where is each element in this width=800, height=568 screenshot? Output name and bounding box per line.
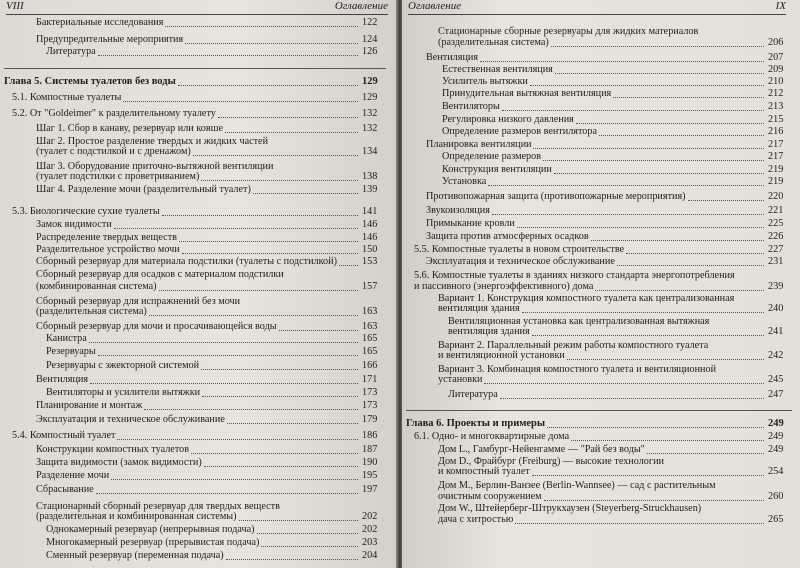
toc-leader-dots bbox=[571, 440, 764, 441]
toc-leader-dots bbox=[185, 43, 358, 44]
toc-leader-dots bbox=[515, 523, 764, 524]
toc-entry-page-number: 204 bbox=[362, 550, 378, 561]
toc-entry-title: Определение размеров вентилятора bbox=[442, 126, 598, 137]
toc-entry-title: Сборный резервуар для испражнений без мочи bbox=[36, 296, 241, 307]
right-toc-entry bbox=[426, 52, 478, 63]
left-toc-entry bbox=[36, 232, 177, 243]
toc-entry-page-number: 216 bbox=[768, 126, 784, 137]
toc-leader-dots bbox=[204, 466, 358, 467]
toc-entry-title: Эксплуатация и техническое обслуживание bbox=[426, 256, 615, 267]
right-toc-entry bbox=[438, 303, 520, 314]
toc-entry-title: Установка bbox=[442, 176, 487, 187]
right-toc-entry bbox=[442, 101, 500, 112]
toc-leader-dots bbox=[227, 423, 358, 424]
toc-leader-dots bbox=[159, 290, 358, 291]
toc-leader-dots bbox=[688, 200, 764, 201]
toc-entry-title: 6.1. Одно- и многоквартирные дома bbox=[414, 431, 570, 442]
toc-entry-page-number: 122 bbox=[362, 17, 378, 28]
toc-entry-title: Предупредительные мероприятия bbox=[36, 34, 184, 45]
toc-entry-title: (туалет с подстилкой и с дренажом) bbox=[36, 146, 191, 157]
toc-entry-page-number: 166 bbox=[362, 360, 378, 371]
toc-entry-page-number: 163 bbox=[362, 306, 378, 317]
toc-leader-dots bbox=[179, 241, 358, 242]
right-toc-entry bbox=[442, 114, 574, 125]
toc-entry-page-number: 195 bbox=[362, 470, 378, 481]
toc-entry-title: Однокамерный резервуар (непрерывная подача) bbox=[46, 524, 255, 535]
toc-entry-page-number: 231 bbox=[768, 256, 784, 267]
toc-entry-title: Планирование и монтаж bbox=[36, 400, 143, 411]
right-toc-entry bbox=[442, 76, 528, 87]
right-running-title: Оглавление bbox=[408, 0, 462, 12]
toc-leader-dots bbox=[613, 97, 764, 98]
left-toc-entry bbox=[36, 123, 223, 134]
toc-entry-page-number: 217 bbox=[768, 139, 784, 150]
left-toc-entry bbox=[36, 400, 142, 411]
toc-entry-title: Вариант 3. Комбинация компостного туалета и вентиляционной bbox=[438, 364, 717, 375]
toc-entry-page-number: 171 bbox=[362, 374, 378, 385]
toc-leader-dots bbox=[111, 479, 358, 480]
left-toc-entry bbox=[36, 321, 277, 332]
toc-entry-page-number: 139 bbox=[362, 184, 378, 195]
toc-leader-dots bbox=[162, 215, 358, 216]
toc-entry-page-number: 165 bbox=[362, 333, 378, 344]
toc-entry-title: Сборный резервуар для материала подстилки (туалеты с подстилкой) bbox=[36, 256, 337, 267]
toc-entry-page-number: 186 bbox=[362, 430, 378, 441]
left-toc-entry bbox=[12, 206, 160, 217]
toc-entry-title: Шаг 2. Простое разделение твердых и жидких частей bbox=[36, 136, 269, 147]
right-toc-entry bbox=[426, 205, 490, 216]
toc-leader-dots bbox=[218, 117, 358, 118]
toc-leader-dots bbox=[201, 369, 358, 370]
toc-entry-page-number: 129 bbox=[362, 76, 378, 87]
toc-leader-dots bbox=[90, 383, 358, 384]
toc-leader-dots bbox=[502, 110, 764, 111]
toc-leader-dots bbox=[114, 228, 358, 229]
toc-entry-page-number: 179 bbox=[362, 414, 378, 425]
toc-entry-page-number: 217 bbox=[768, 151, 784, 162]
toc-entry-page-number: 124 bbox=[362, 34, 378, 45]
toc-entry-title: Усилитель вытяжки bbox=[442, 76, 528, 87]
right-toc-entry bbox=[448, 389, 498, 400]
toc-leader-dots bbox=[599, 135, 764, 136]
toc-leader-dots bbox=[96, 493, 358, 494]
right-toc-entry bbox=[438, 503, 701, 514]
right-toc-entry bbox=[442, 164, 552, 175]
toc-entry-title: 5.1. Компостные туалеты bbox=[12, 92, 122, 103]
left-toc-entry bbox=[36, 306, 147, 317]
toc-entry-page-number: 225 bbox=[768, 218, 784, 229]
toc-entry-title: Вариант 1. Конструкция компостного туалета как централизованная bbox=[438, 293, 735, 304]
left-toc-entry bbox=[36, 281, 157, 292]
toc-entry-page-number: 210 bbox=[768, 76, 784, 87]
toc-leader-dots bbox=[554, 173, 764, 174]
toc-entry-title: (туалет подстилки с проветриванием) bbox=[36, 171, 200, 182]
toc-entry-title: Дом L., Гамбург-Нейенгамме — "Рай без воды" bbox=[438, 444, 645, 455]
toc-leader-dots bbox=[261, 546, 358, 547]
toc-entry-title: Глава 6. Проекты и примеры bbox=[406, 418, 546, 429]
toc-leader-dots bbox=[480, 61, 764, 62]
toc-leader-dots bbox=[517, 227, 764, 228]
toc-leader-dots bbox=[532, 335, 764, 336]
left-toc-entry bbox=[12, 108, 216, 119]
toc-entry-title: Дом W., Штейерберг-Штрукхаузен (Steyerberg-Struckhausen) bbox=[438, 503, 702, 514]
left-toc-entry bbox=[36, 484, 94, 495]
toc-leader-dots bbox=[165, 26, 358, 27]
toc-entry-title: Глава 5. Системы туалетов без воды bbox=[4, 76, 176, 87]
left-toc-entry bbox=[46, 346, 96, 357]
right-toc-entry bbox=[426, 231, 589, 242]
toc-entry-title: Защита против атмосферных осадков bbox=[426, 231, 589, 242]
right-toc-entry bbox=[442, 151, 541, 162]
toc-entry-page-number: 227 bbox=[768, 244, 784, 255]
left-toc-entry bbox=[36, 511, 237, 522]
left-toc-entry bbox=[46, 387, 200, 398]
toc-leader-dots bbox=[89, 342, 358, 343]
right-toc-entry bbox=[438, 466, 530, 477]
toc-entry-title: Распределение твердых веществ bbox=[36, 232, 177, 243]
toc-entry-page-number: 173 bbox=[362, 400, 378, 411]
toc-entry-title: Планировка вентиляции bbox=[426, 139, 532, 150]
toc-leader-dots bbox=[544, 500, 764, 501]
left-toc-entry bbox=[36, 171, 199, 182]
toc-entry-title: Дом М., Берлин-Ванзее (Berlin-Wannsee) — сад с растительным bbox=[438, 480, 716, 491]
toc-entry-title: Конструкция вентиляции bbox=[442, 164, 552, 175]
left-toc-entry bbox=[36, 374, 88, 385]
toc-leader-dots bbox=[576, 123, 764, 124]
toc-entry-title: 5.3. Биологические сухие туалеты bbox=[12, 206, 160, 217]
toc-entry-page-number: 129 bbox=[362, 92, 378, 103]
left-toc-entry bbox=[12, 430, 115, 441]
toc-entry-page-number: 260 bbox=[768, 491, 784, 502]
toc-entry-page-number: 153 bbox=[362, 256, 378, 267]
toc-entry-title: Замок видимости bbox=[36, 219, 112, 230]
toc-entry-page-number: 165 bbox=[362, 346, 378, 357]
toc-entry-title: (комбинированная система) bbox=[36, 281, 157, 292]
right-toc-entry bbox=[426, 218, 515, 229]
toc-entry-page-number: 138 bbox=[362, 171, 378, 182]
toc-entry-page-number: 212 bbox=[768, 88, 784, 99]
toc-leader-dots bbox=[595, 290, 764, 291]
toc-leader-dots bbox=[144, 409, 358, 410]
toc-leader-dots bbox=[626, 253, 764, 254]
toc-entry-page-number: 220 bbox=[768, 191, 784, 202]
toc-leader-dots bbox=[647, 453, 764, 454]
toc-entry-page-number: 209 bbox=[768, 64, 784, 75]
toc-entry-page-number: 197 bbox=[362, 484, 378, 495]
toc-leader-dots bbox=[488, 185, 764, 186]
toc-entry-page-number: 215 bbox=[768, 114, 784, 125]
right-toc-entry bbox=[438, 26, 698, 37]
right-toc-entry bbox=[438, 444, 645, 455]
toc-entry-title: Стационарные сборные резервуары для жидких материалов bbox=[438, 26, 699, 37]
toc-leader-dots bbox=[339, 265, 358, 266]
toc-entry-title: Вентиляторы и усилители вытяжки bbox=[46, 387, 201, 398]
left-page bbox=[0, 0, 398, 568]
right-toc-entry bbox=[426, 256, 615, 267]
toc-entry-title: Вентиляционная установка как централизованная вытяжная bbox=[448, 316, 710, 327]
toc-entry-page-number: 132 bbox=[362, 108, 378, 119]
toc-leader-dots bbox=[193, 155, 358, 156]
left-toc-entry bbox=[36, 444, 189, 455]
right-toc-entry bbox=[438, 350, 565, 361]
toc-entry-title: Разделение мочи bbox=[36, 470, 110, 481]
toc-entry-page-number: 219 bbox=[768, 176, 784, 187]
toc-leader-dots bbox=[484, 383, 764, 384]
left-toc-entry bbox=[36, 414, 225, 425]
toc-entry-title: и пассивного (энергоэффективного) дома bbox=[414, 281, 594, 292]
left-toc-entry bbox=[36, 184, 251, 195]
toc-entry-page-number: 219 bbox=[768, 164, 784, 175]
right-toc-entry bbox=[438, 514, 513, 525]
toc-entry-page-number: 190 bbox=[362, 457, 378, 468]
toc-entry-title: Примыкание кровли bbox=[426, 218, 515, 229]
toc-leader-dots bbox=[532, 475, 764, 476]
toc-entry-title: Резервуары с эжекторной системой bbox=[46, 360, 200, 371]
toc-leader-dots bbox=[201, 180, 358, 181]
toc-entry-page-number: 202 bbox=[362, 511, 378, 522]
toc-entry-page-number: 242 bbox=[768, 350, 784, 361]
left-toc-entry bbox=[36, 34, 183, 45]
right-toc-entry bbox=[442, 126, 597, 137]
toc-entry-title: вентиляция здания bbox=[438, 303, 520, 314]
toc-entry-title: очистным сооружением bbox=[438, 491, 542, 502]
toc-entry-title: Шаг 4. Разделение мочи (разделительный туалет) bbox=[36, 184, 251, 195]
right-toc-entry bbox=[438, 374, 482, 385]
toc-entry-page-number: 207 bbox=[768, 52, 784, 63]
toc-entry-page-number: 157 bbox=[362, 281, 378, 292]
toc-entry-page-number: 247 bbox=[768, 389, 784, 400]
toc-entry-page-number: 249 bbox=[768, 418, 784, 429]
toc-entry-title: Защита видимости (замок видимости) bbox=[36, 457, 202, 468]
toc-entry-page-number: 240 bbox=[768, 303, 784, 314]
toc-leader-dots bbox=[178, 85, 358, 86]
toc-leader-dots bbox=[533, 148, 764, 149]
toc-leader-dots bbox=[522, 312, 764, 313]
toc-entry-title: Определение размеров bbox=[442, 151, 542, 162]
right-page-header bbox=[408, 0, 786, 15]
toc-entry-title: Разделительное устройство мочи bbox=[36, 244, 180, 255]
toc-leader-dots bbox=[257, 533, 358, 534]
right-toc-entry bbox=[414, 281, 593, 292]
right-toc-entry bbox=[426, 139, 531, 150]
left-toc-entry bbox=[36, 470, 109, 481]
toc-entry-page-number: 239 bbox=[768, 281, 784, 292]
right-toc-entry bbox=[406, 418, 545, 429]
toc-entry-title: Канистра bbox=[46, 333, 87, 344]
left-toc-entry bbox=[36, 219, 112, 230]
right-toc-entry bbox=[414, 244, 624, 255]
right-toc-entry bbox=[426, 191, 686, 202]
toc-leader-dots bbox=[543, 160, 764, 161]
toc-entry-title: Противопожарная защита (противопожарные мероприятия) bbox=[426, 191, 686, 202]
left-toc-entry bbox=[36, 256, 337, 267]
toc-entry-page-number: 265 bbox=[768, 514, 784, 525]
toc-leader-dots bbox=[500, 398, 764, 399]
toc-entry-page-number: 163 bbox=[362, 321, 378, 332]
right-toc-entry bbox=[438, 491, 542, 502]
toc-entry-title: Дом D., Фрайбург (Freiburg) — высокие технологии bbox=[438, 456, 664, 467]
toc-entry-page-number: 226 bbox=[768, 231, 784, 242]
toc-entry-page-number: 146 bbox=[362, 219, 378, 230]
toc-entry-title: 5.6. Компостные туалеты в зданиях низкого стандарта энергопотребления bbox=[414, 270, 735, 281]
left-toc-entry bbox=[46, 360, 199, 371]
toc-entry-title: Вариант 2. Параллельный режим работы компостного туалета bbox=[438, 340, 709, 351]
toc-entry-title: Литература bbox=[46, 46, 96, 57]
left-toc-entry bbox=[36, 269, 284, 280]
left-toc-entry bbox=[36, 244, 180, 255]
toc-leader-dots bbox=[279, 330, 358, 331]
toc-entry-title: (разделительная и комбинированная системы) bbox=[36, 511, 237, 522]
toc-entry-page-number: 206 bbox=[768, 37, 784, 48]
toc-entry-title: (разделительная система) bbox=[36, 306, 147, 317]
toc-leader-dots bbox=[492, 214, 764, 215]
toc-entry-title: Литература bbox=[448, 389, 498, 400]
left-toc-entry bbox=[4, 76, 176, 87]
toc-leader-dots bbox=[530, 85, 764, 86]
toc-leader-dots bbox=[191, 453, 358, 454]
toc-entry-page-number: 132 bbox=[362, 123, 378, 134]
toc-entry-title: Вентиляция bbox=[36, 374, 89, 385]
right-toc-entry bbox=[442, 88, 611, 99]
right-toc-entry bbox=[442, 64, 553, 75]
toc-entry-title: Сменный резервуар (переменная подача) bbox=[46, 550, 224, 561]
toc-entry-page-number: 134 bbox=[362, 146, 378, 157]
toc-entry-title: Сборный резервуар для осадков с материалом подстилки bbox=[36, 269, 284, 280]
left-page-number: VIII bbox=[6, 0, 24, 12]
chapter-separator-line bbox=[4, 68, 386, 69]
toc-entry-page-number: 254 bbox=[768, 466, 784, 477]
toc-leader-dots bbox=[98, 355, 358, 356]
toc-entry-page-number: 187 bbox=[362, 444, 378, 455]
toc-leader-dots bbox=[225, 132, 358, 133]
toc-entry-title: дача с хитростью bbox=[438, 514, 514, 525]
toc-entry-title: Регулировка низкого давления bbox=[442, 114, 574, 125]
toc-leader-dots bbox=[202, 396, 358, 397]
left-running-title: Оглавление bbox=[334, 0, 388, 12]
toc-entry-title: Вентиляция bbox=[426, 52, 479, 63]
left-toc-entry bbox=[36, 457, 202, 468]
toc-entry-title: Вентиляторы bbox=[442, 101, 500, 112]
toc-leader-dots bbox=[567, 359, 764, 360]
toc-entry-title: Конструкции компостных туалетов bbox=[36, 444, 190, 455]
left-toc-entry bbox=[46, 333, 87, 344]
left-toc-entry bbox=[46, 524, 255, 535]
toc-entry-title: Звукоизоляция bbox=[426, 205, 490, 216]
toc-leader-dots bbox=[123, 101, 358, 102]
toc-entry-page-number: 241 bbox=[768, 326, 784, 337]
toc-entry-title: Эксплуатация и техническое обслуживание bbox=[36, 414, 225, 425]
toc-leader-dots bbox=[253, 193, 358, 194]
toc-entry-title: Сборный резервуар для мочи и просачивающейся воды bbox=[36, 321, 277, 332]
toc-entry-title: Резервуары bbox=[46, 346, 96, 357]
right-toc-entry bbox=[414, 270, 735, 281]
toc-entry-page-number: 126 bbox=[362, 46, 378, 57]
toc-entry-title: установки bbox=[438, 374, 483, 385]
left-toc-entry bbox=[46, 550, 224, 561]
toc-entry-title: и вентиляционной установки bbox=[438, 350, 565, 361]
left-toc-entry bbox=[12, 92, 121, 103]
toc-entry-title: вентиляция здания bbox=[448, 326, 530, 337]
toc-leader-dots bbox=[239, 520, 358, 521]
right-toc-entry bbox=[438, 480, 716, 491]
toc-entry-page-number: 245 bbox=[768, 374, 784, 385]
toc-leader-dots bbox=[591, 240, 764, 241]
toc-entry-title: Стационарный сборный резервуар для твердых веществ bbox=[36, 501, 280, 512]
toc-entry-page-number: 150 bbox=[362, 244, 378, 255]
left-page-header bbox=[6, 0, 388, 15]
toc-entry-title: 5.5. Компостные туалеты в новом строительстве bbox=[414, 244, 625, 255]
toc-entry-page-number: 173 bbox=[362, 387, 378, 398]
toc-leader-dots bbox=[617, 265, 764, 266]
toc-entry-title: Шаг 3. Оборудование приточно-вытяжной вентиляции bbox=[36, 161, 274, 172]
toc-entry-page-number: 221 bbox=[768, 205, 784, 216]
toc-entry-page-number: 146 bbox=[362, 232, 378, 243]
left-toc-entry bbox=[36, 17, 163, 28]
left-toc-entry bbox=[36, 146, 191, 157]
toc-entry-page-number: 141 bbox=[362, 206, 378, 217]
toc-leader-dots bbox=[149, 315, 358, 316]
toc-entry-page-number: 249 bbox=[768, 431, 784, 442]
right-toc-entry bbox=[442, 176, 486, 187]
right-page-number: IX bbox=[775, 0, 786, 12]
toc-leader-dots bbox=[555, 73, 764, 74]
toc-leader-dots bbox=[551, 46, 764, 47]
toc-entry-title: Естественная вентиляция bbox=[442, 64, 553, 75]
toc-entry-page-number: 203 bbox=[362, 537, 378, 548]
left-toc-entry bbox=[46, 537, 259, 548]
toc-entry-title: Шаг 1. Сбор в канаву, резервуар или ковше bbox=[36, 123, 224, 134]
toc-leader-dots bbox=[98, 55, 358, 56]
toc-entry-title: Сбрасывание bbox=[36, 484, 94, 495]
toc-entry-title: Многокамерный резервуар (прерывистая подача) bbox=[46, 537, 260, 548]
toc-leader-dots bbox=[547, 427, 764, 428]
right-page bbox=[402, 0, 800, 568]
toc-entry-title: (разделительная система) bbox=[438, 37, 549, 48]
toc-entry-page-number: 213 bbox=[768, 101, 784, 112]
right-toc-entry bbox=[448, 326, 530, 337]
toc-entry-title: 5.4. Компостный туалет bbox=[12, 430, 116, 441]
right-toc-entry bbox=[414, 431, 569, 442]
toc-entry-title: и компостный туалет bbox=[438, 466, 530, 477]
left-toc-entry bbox=[46, 46, 96, 57]
chapter-separator-line bbox=[406, 410, 792, 411]
toc-leader-dots bbox=[226, 559, 358, 560]
toc-entry-page-number: 249 bbox=[768, 444, 784, 455]
toc-entry-title: 5.2. От "Goldeimer" к разделительному туалету bbox=[12, 108, 216, 119]
toc-entry-title: Принудительная вытяжная вентиляция bbox=[442, 88, 612, 99]
toc-leader-dots bbox=[117, 439, 358, 440]
right-toc-entry bbox=[438, 37, 549, 48]
toc-leader-dots bbox=[182, 253, 358, 254]
toc-entry-title: Бактериальные исследования bbox=[36, 17, 164, 28]
toc-entry-page-number: 202 bbox=[362, 524, 378, 535]
